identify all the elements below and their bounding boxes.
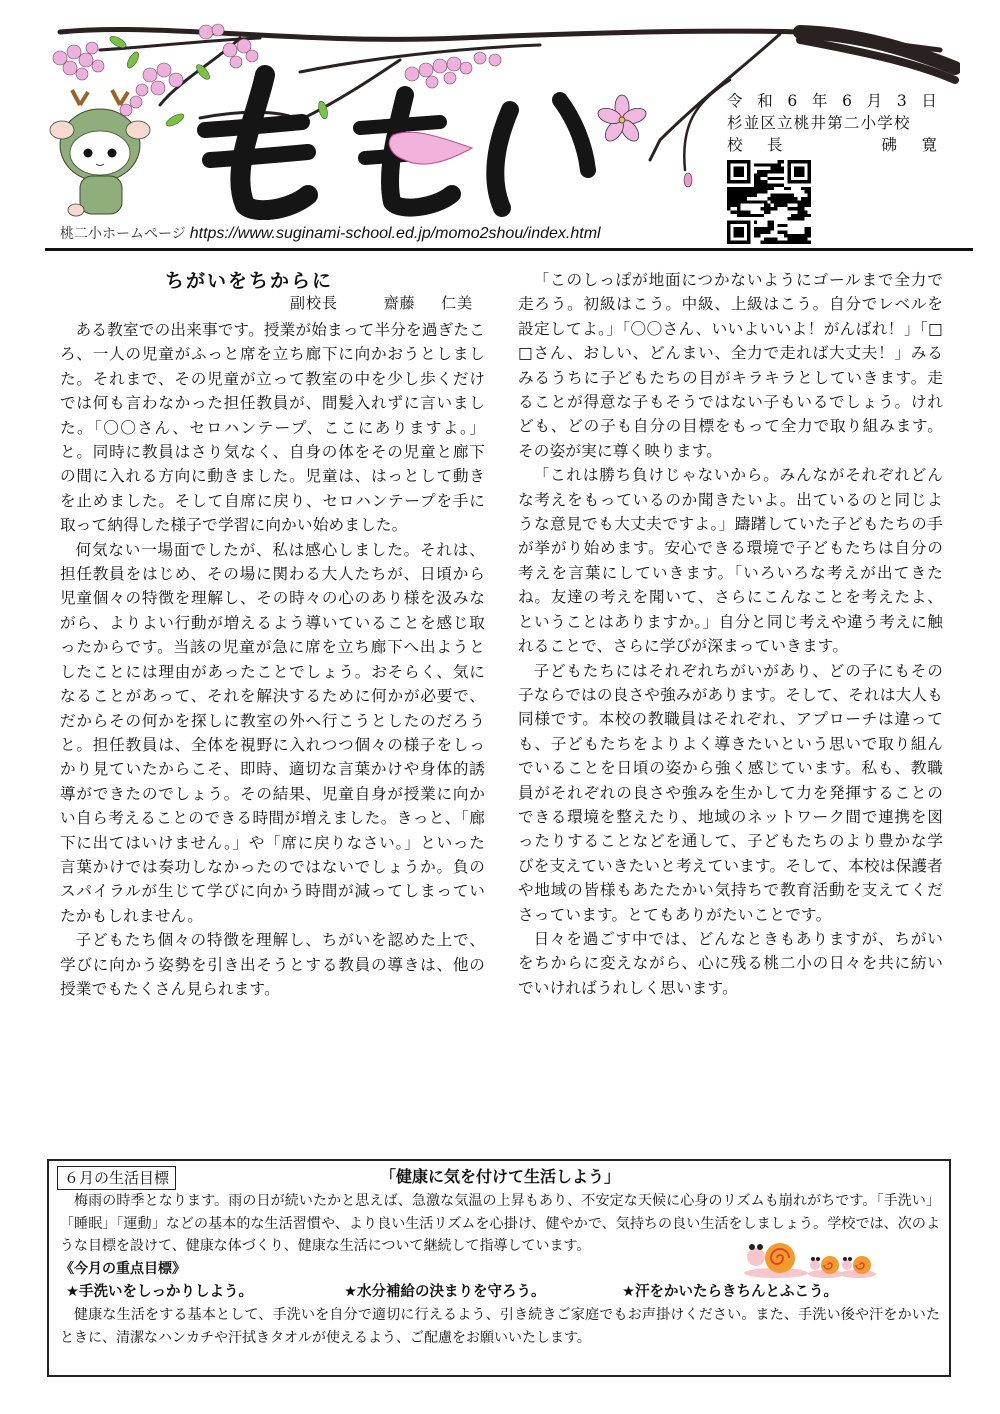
life-goal-paragraph: 梅雨の時季となります。雨の日が続いたかと思えば、急激な気温の上昇もあり、不安定な天候に心身のリズムも崩れがちです。「手洗い」「睡眠」「運動」などの基本的な生活習慣や、より良い生活リズムを心掛け、健やかで、気持ちの良い生活をしましょう。学校では、次のような目標を設けて、健康な体づくり、健康な生活について継続して指導しています。 xyxy=(60,1193,940,1254)
snail-family-icon xyxy=(738,1237,888,1279)
principal-name xyxy=(727,134,937,156)
principal-part: 寛 xyxy=(921,136,937,154)
article-paragraph: ある教室での出来事です。授業が始まって半分を過ぎたころ、一人の児童がふっと席を立ち廊下に向かおうとしました。それまで、その児童が立って教室の中を少し歩くだけでは何も言わなかった担任教員が、間髪入れずに言いました。「〇〇さん、セロハンテープ、ここにありますよ。」と。同時に教員はさり気なく、自身の体をその児童と廊下の間に入れる方向に動きました。児童は、はっとして動きを止めました。そして自席に戻り、セロハンテープを手に取って納得した様子で学習に向かい始めました。 xyxy=(60,321,485,535)
homepage-label: 桃二小ホームページ xyxy=(60,226,186,242)
article-title: ちがいをちからに xyxy=(165,270,334,292)
life-goal-title: 「健康に気を付けて生活しよう」 xyxy=(380,1167,621,1186)
qr-code-icon[interactable] xyxy=(727,160,811,244)
principal-part: 砩 xyxy=(881,136,897,154)
focus-goal-item: ★手洗いをしっかりしよう。 xyxy=(66,1284,253,1300)
date-part: 月 xyxy=(866,92,883,110)
byline-role: 副校長 xyxy=(290,294,339,312)
homepage-link-line xyxy=(60,223,601,243)
date-part: 和 xyxy=(757,92,773,110)
article-paragraph: 子どもたちにはそれぞれちがいがあり、どの子にもその子ならではの良さや強みがあります。そして、それは大人も同様です。本校の教職員はそれぞれ、アプローチは違っても、子どもたちをよりよく導きたいという思いで取り組んでいることを日頃の姿から強く感じています。私も、教職員がそれぞれの良さや強みを生かして力を発揮することのできる環境を整えたり、地域のネットワーク間で連携を図ったりすることなどを通して、子どもたちのより豊かな学びを支えていきたいと考えています。そして、本校は保護者や地域の皆様もあたたかい気持ちで教育活動を支えてくださっています。とてもありがたいことです。 xyxy=(518,661,943,924)
life-goal-closing-paragraph: 健康な生活をする基本として、手洗いを自分で適切に行えるよう、引き続きご家庭でもお声掛けください。また、手洗い後や汗をかいたときに、清潔なハンカチや汗拭きタオルが使えるよう、ご配慮をお願いいたします。 xyxy=(60,1307,940,1346)
byline-family-name: 齋藤 xyxy=(383,294,416,312)
focus-goals-list xyxy=(66,1282,946,1302)
date-part: 6 xyxy=(842,92,852,110)
header-divider xyxy=(45,248,973,251)
snail-icon xyxy=(840,1256,876,1278)
focus-goal-item: ★水分補給の決まりを守ろう。 xyxy=(344,1284,546,1300)
date-part: 3 xyxy=(896,92,907,110)
school-name-text: 杉並区立桃井第二小学校 xyxy=(727,114,911,132)
article-paragraph: 「これは勝ち負けじゃないから。みんながそれぞれどんな考えをもっているのか聞きたいよ。出ているのと同じような意見でも大丈夫ですよ。」躊躇していた子どもたちの手が挙がり始めます。安心できる環境で子どもたちは自分の考えを言葉にしていきます。「いろいろな考えが出てきたね。友達の考えを聞いて、さらにこんなことを考えたよ、ということはありますか。」自分と同じ考えや違う考えに触れることで、さらに学びが深まっていきます。 xyxy=(518,466,943,656)
article-paragraph: 日々を過ごす中では、どんなときもありますが、ちがいをちからに変えながら、心に残る桃二小の日々を共に紡いでいければうれしく思います。 xyxy=(518,929,943,997)
article-paragraph: 何気ない一場面でしたが、私は感心しました。それは、担任教員をはじめ、その場に関わる大人たちが、日頃から児童個々の特徴を理解し、その時々の心のあり様を汲みながら、よりよい行動が増えるよう導いていることを感じ取ったからです。当該の児童が急に席を立ち廊下へ出ようとしたことには理由があったことでしょう。おそらく、気になることがあって、それを解決するために何かが必要で、だからその何かを探しに教室の外へ行こうとしたのだろうと。担任教員は、全体を視野に入れつつ個々の様子をしっかり見ていたからこそ、即時、適切な言葉かけや身体的誘導ができたのでしょう。その結果、児童自身が授業に向かい自ら考えることのできる時間が増えました。きっと、「廊下に出てはいけません。」や「席に戻りなさい。」といった言葉かけでは奏功しなかったのではないでしょうか。負のスパイラルが生じて学びに向かう時間が減ってしまっていたかもしれません。 xyxy=(60,540,485,925)
issue-date xyxy=(727,90,937,112)
sakura-bud-icon xyxy=(684,173,692,187)
focus-goal-item: ★汗をかいたらきちんとふこう。 xyxy=(622,1284,838,1300)
date-part: 年 xyxy=(811,92,828,110)
date-part: 日 xyxy=(921,92,937,110)
article-column-left xyxy=(60,318,485,1001)
life-goal-tag: ６月の生活目標 xyxy=(57,1166,176,1190)
principal-part: 長 xyxy=(767,136,783,154)
snail-icon xyxy=(808,1256,844,1278)
date-part: 令 xyxy=(727,92,743,110)
sakura-flower-icon xyxy=(596,95,648,144)
homepage-url-link[interactable]: https://www.suginami-school.ed.jp/momo2shou/index.html xyxy=(189,225,601,242)
article-column-right xyxy=(518,268,943,1000)
date-part: 6 xyxy=(787,92,798,110)
deer-mascot-icon xyxy=(50,90,150,216)
article-paragraph: 「このしっぽが地面につかないようにゴールまで全力で走ろう。初級はこう。中級、上級はこう。自分でレベルを設定してよ。」「〇〇さん、いいよいいよ！がんばれ！」「□□さん、おしい、どんまい、全力で走れば大丈夫！」みるみるうちに子どもたちの目がキラキラとしていきます。走ることが得意な子もそうではない子もいるでしょう。けれども、どの子も自分の目標をもって全力で取り組みます。その姿が実に尊く映ります。 xyxy=(518,271,943,460)
principal-part: 校 xyxy=(727,136,743,154)
byline-given-name: 仁美 xyxy=(441,294,474,312)
snail-icon xyxy=(744,1243,808,1278)
article-byline xyxy=(290,293,473,313)
school-name xyxy=(727,112,937,134)
article-paragraph: 子どもたち個々の特徴を理解し、ちがいを認めた上で、学びに向かう姿勢を引き出そうとする教員の導きは、他の授業でもたくさん見られます。 xyxy=(60,931,485,998)
focus-goals-title: 《今月の重点目標》 xyxy=(60,1261,186,1277)
life-goal-closing xyxy=(60,1304,940,1349)
issue-info xyxy=(727,90,937,156)
